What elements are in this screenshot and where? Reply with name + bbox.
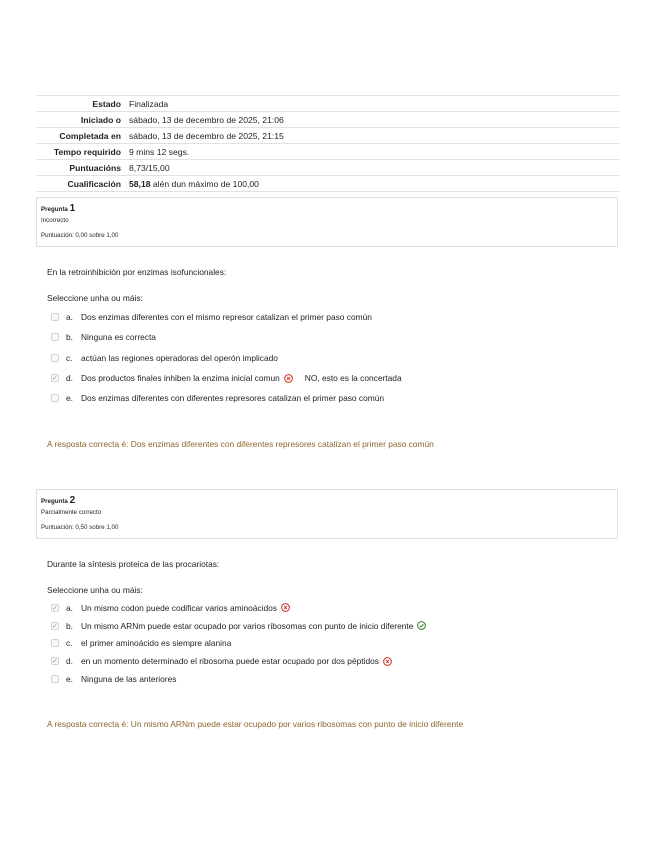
answer-checkbox-checked[interactable]: ✓ (52, 604, 58, 612)
summary-label: Estado (92, 98, 121, 109)
summary-value: Finalizada (129, 98, 169, 109)
question-2-text: Durante la síntesis proteica de las procariotas: (47, 559, 220, 569)
answer-feedback: NO, esto es la concertada (304, 373, 402, 384)
summary-value (125, 176, 620, 192)
summary-label: Iniciado o (80, 114, 121, 125)
answer-option[interactable]: ✓ d. Dos productos finales inhiben la enzima inicial comun NO, esto es la concertada (52, 373, 402, 384)
answer-option[interactable]: c. el primer aminoácido es siempre alanina (51, 635, 611, 653)
question-number: Pregunta 2 (41, 495, 76, 506)
incorrect-icon (281, 603, 290, 612)
question-grade: Puntuación: 0,50 sobre 1,00 (41, 524, 119, 532)
question-1-prompt: Seleccione unha ou máis: (47, 293, 143, 303)
answer-checkbox[interactable] (51, 394, 59, 402)
question-1-right-answer: A resposta correcta é: Dos enzimas diferentes con diferentes represores catalizan el primer paso común (47, 439, 434, 449)
answer-checkbox[interactable] (51, 675, 59, 683)
answer-label: en un momento determinado el ribosoma puede estar ocupado por dos péptidos (81, 656, 379, 667)
summary-row-state (36, 96, 620, 112)
question-1-answers (51, 307, 611, 408)
question-state: Parcialmente correcto (41, 509, 102, 516)
question-grade: Puntuación: 0,00 sobre 1,00 (41, 232, 119, 240)
summary-value: 9 mins 12 segs. (129, 146, 190, 157)
answer-label: el primer aminoácido es siempre alanina (81, 638, 232, 649)
answer-option[interactable]: ✓ b. Un mismo ARNm puede estar ocupado por varios ribosomas con punto de inicio diferente (51, 617, 611, 635)
answer-checkbox[interactable] (51, 333, 59, 341)
summary-label: Puntuacións (69, 162, 121, 173)
summary-label: Tempo requirido (53, 146, 121, 157)
answer-label: Dos productos finales inhiben la enzima inicial comun (81, 373, 280, 384)
incorrect-icon (284, 374, 293, 383)
question-2-info (36, 489, 618, 539)
question-2-answers (51, 599, 611, 688)
answer-checkbox-checked[interactable]: ✓ (52, 622, 58, 630)
answer-label: Ninguna es correcta (81, 332, 156, 343)
answer-label: Un mismo codon puede codificar varios aminoácidos (81, 602, 277, 613)
summary-row-completed (36, 128, 620, 144)
question-state: Incorrecto (41, 217, 69, 224)
answer-label: Dos enzimas diferentes con el mismo represor catalizan el primer paso común (81, 312, 372, 323)
answer-option[interactable]: a. Dos enzimas diferentes con el mismo represor catalizan el primer paso común (51, 307, 611, 327)
incorrect-icon (383, 657, 392, 666)
summary-value: 8,73/15,00 (129, 162, 170, 173)
grade-max: alén dun máximo de 100,00 (150, 178, 259, 189)
summary-row-started (36, 112, 620, 128)
answer-option[interactable]: ✓ d. en un momento determinado el ribosoma puede estar ocupado por dos péptidos (51, 652, 611, 670)
summary-label: Completada en (59, 130, 121, 141)
answer-option[interactable]: c. actúan las regiones operadoras del operón implicado (51, 348, 611, 368)
answer-option[interactable]: e. Ninguna de las anteriores (51, 670, 611, 688)
summary-row-time-taken (36, 144, 620, 160)
correct-icon (417, 621, 426, 630)
summary-value: sábado, 13 de decembro de 2025, 21:06 (129, 114, 284, 125)
summary-label: Cualificación (67, 178, 121, 189)
summary-row-marks (36, 160, 620, 176)
answer-option[interactable]: ✓ a. Un mismo codon puede codificar varios aminoácidos (51, 599, 611, 617)
summary-value: sábado, 13 de decembro de 2025, 21:15 (129, 130, 284, 141)
answer-label: Un mismo ARNm puede estar ocupado por varios ribosomas con punto de inicio diferente (81, 620, 414, 631)
question-2-right-answer: A resposta correcta é: Un mismo ARNm puede estar ocupado por varios ribosomas con punto de inicio diferente (47, 719, 464, 729)
answer-option[interactable]: b. Ninguna es correcta (51, 327, 611, 347)
answer-checkbox[interactable] (51, 313, 59, 321)
answer-label: Dos enzimas diferentes con diferentes represores catalizan el primer paso común (81, 393, 385, 404)
grade-value: 58,18 (129, 178, 151, 189)
answer-option[interactable]: e. Dos enzimas diferentes con diferentes represores catalizan el primer paso común (51, 388, 611, 408)
answer-label: Ninguna de las anteriores (81, 674, 177, 685)
question-1-info (36, 197, 618, 247)
question-number: Pregunta 1 (41, 203, 76, 214)
question-1-text: En la retroinhibición por enzimas isofuncionales: (47, 267, 227, 277)
question-2-prompt: Seleccione unha ou máis: (47, 585, 143, 595)
answer-checkbox-checked[interactable]: ✓ (52, 658, 58, 666)
answer-checkbox-checked[interactable]: ✓ (52, 375, 58, 383)
answer-label: actúan las regiones operadoras del operón implicado (81, 352, 278, 363)
answer-checkbox[interactable] (51, 354, 59, 362)
answer-checkbox[interactable] (51, 639, 59, 647)
attempt-summary-table (36, 95, 620, 192)
summary-row-grade (36, 176, 620, 192)
